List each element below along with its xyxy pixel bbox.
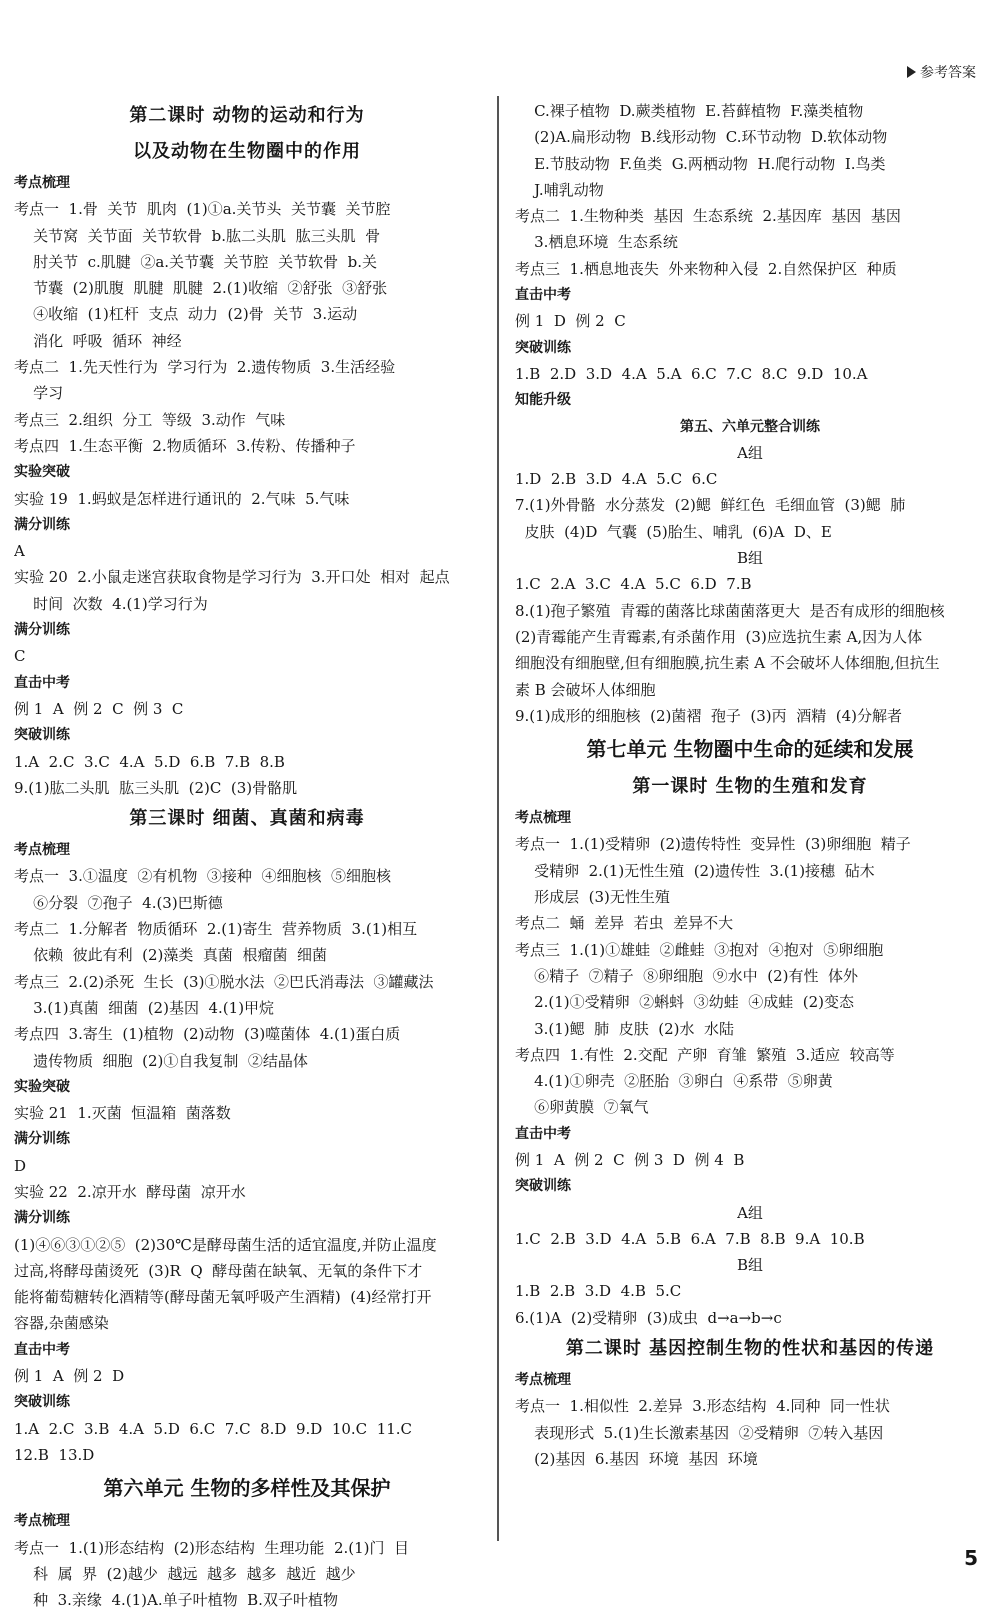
- group-label: A组: [737, 1203, 763, 1222]
- answer-line: 1.B 2.B 3.D 4.B 5.C: [515, 1282, 682, 1301]
- answer-line: 9.(1)肱二头肌 肱三头肌 (2)C (3)骨骼肌: [14, 778, 298, 797]
- lesson-title: 第一课时 生物的生殖和发育: [632, 776, 868, 798]
- answer-line: 形成层 (3)无性生殖: [515, 888, 670, 907]
- answer-line: (2)基因 6.基因 环境 基因 环境: [515, 1449, 758, 1468]
- lesson-title: 第二课时 基因控制生物的性状和基因的传递: [565, 1338, 935, 1360]
- answer-line: 节囊 (2)肌腹 肌腱 肌腱 2.(1)收缩 ②舒张 ③舒张: [14, 279, 388, 298]
- answer-line: 时间 次数 4.(1)学习行为: [14, 594, 208, 613]
- group-label: B组: [736, 1256, 764, 1275]
- answer-line: 1.C 2.B 3.D 4.A 5.B 6.A 7.B 8.B 9.A 10.B: [515, 1229, 865, 1248]
- answer-line: (1)④⑥③①②⑤ (2)30℃是酵母菌生活的适宜温度,并防止温度: [14, 1235, 437, 1254]
- answer-line: 6.(1)A (2)受精卵 (3)成虫 d→a→b→c: [515, 1308, 782, 1327]
- section-heading: 考点梳理: [515, 1372, 571, 1389]
- answer-line: 2.(1)①受精卵 ②蝌蚪 ③幼蛙 ④成蛙 (2)变态: [515, 993, 855, 1012]
- answer-line: 1.A 2.C 3.B 4.A 5.D 6.C 7.C 8.D 9.D 10.C 11.C: [14, 1419, 413, 1438]
- unit-title: 第七单元 生物圈中生命的延续和发展: [586, 737, 914, 762]
- group-label: A组: [737, 443, 763, 462]
- answer-line: J.哺乳动物: [515, 180, 604, 199]
- section-heading: 满分训练: [14, 1210, 70, 1227]
- section-heading: 考点梳理: [515, 810, 571, 827]
- answer-line: 考点一 3.①温度 ②有机物 ③接种 ④细胞核 ⑤细胞核: [14, 867, 391, 886]
- answer-line: 考点三 2.组织 分工 等级 3.动作 气味: [14, 410, 286, 429]
- answer-line: 考点二 蛹 差异 若虫 差异不大: [515, 914, 734, 933]
- answer-line: ⑥精子 ⑦精子 ⑧卵细胞 ⑨水中 (2)有性 体外: [515, 966, 859, 985]
- answer-line: A: [14, 542, 25, 561]
- answer-line: 学习: [14, 384, 64, 403]
- right-column: [515, 98, 985, 1472]
- answer-line: 3.(1)鳃 肺 皮肤 (2)水 水陆: [515, 1019, 735, 1038]
- answer-line: 1.D 2.B 3.D 4.A 5.C 6.C: [515, 470, 718, 489]
- section-heading: 实验突破: [14, 1078, 70, 1095]
- answer-line: 3.栖息环境 生态系统: [515, 233, 678, 252]
- page-number: 5: [964, 1546, 978, 1570]
- answer-line: 考点四 3.寄生 (1)植物 (2)动物 (3)噬菌体 4.(1)蛋白质: [14, 1025, 401, 1044]
- unit-title: 第六单元 生物的多样性及其保护: [103, 1476, 391, 1501]
- lesson-title: 以及动物在生物圈中的作用: [133, 141, 361, 162]
- section-heading: 突破训练: [14, 1394, 70, 1411]
- answer-line: 考点四 1.生态平衡 2.物质循环 3.传粉、传播种子: [14, 436, 356, 455]
- answer-line: 受精卵 2.(1)无性生殖 (2)遗传性 3.(1)接穗 砧木: [515, 861, 875, 880]
- answer-line: 8.(1)孢子繁殖 青霉的菌落比球菌菌落更大 是否有成形的细胞核: [515, 601, 945, 620]
- answer-line: 9.(1)成形的细胞核 (2)菌褶 孢子 (3)丙 酒精 (4)分解者: [515, 706, 902, 725]
- section-heading: 满分训练: [14, 1131, 70, 1148]
- section-heading: 突破训练: [14, 727, 70, 744]
- answer-line: 实验 21 1.灭菌 恒温箱 菌落数: [14, 1104, 231, 1123]
- answer-line: 考点三 2.(2)杀死 生长 (3)①脱水法 ②巴氏消毒法 ③罐藏法: [14, 972, 434, 991]
- answer-line: 肘关节 c.肌腱 ②a.关节囊 关节腔 关节软骨 b.关: [14, 252, 378, 271]
- section-heading: 考点梳理: [14, 175, 70, 191]
- answer-line: 实验 22 2.凉开水 酵母菌 凉开水: [14, 1182, 246, 1201]
- answer-line: 1.C 2.A 3.C 4.A 5.C 6.D 7.B: [515, 575, 752, 594]
- lesson-title: 第二课时 动物的运动和行为: [129, 105, 365, 126]
- answer-line: 3.(1)真菌 细菌 (2)基因 4.(1)甲烷: [14, 998, 275, 1017]
- answer-line: 种 3.亲缘 4.(1)A.单子叶植物 B.双子叶植物: [14, 1591, 338, 1610]
- answer-line: ④收缩 (1)杠杆 支点 动力 (2)骨 关节 3.运动: [14, 305, 358, 324]
- answer-line: 考点一 1.(1)受精卵 (2)遗传特性 变异性 (3)卵细胞 精子: [515, 835, 911, 854]
- answer-line: 皮肤 (4)D 气囊 (5)胎生、哺乳 (6)A D、E: [515, 522, 832, 541]
- lesson-title: 第三课时 细菌、真菌和病毒: [129, 808, 365, 830]
- section-heading: 直击中考: [14, 1341, 70, 1358]
- answer-line: 考点二 1.分解者 物质循环 2.(1)寄生 营养物质 3.(1)相互: [14, 920, 418, 939]
- answer-line: 例 1 A 例 2 C 例 3 D 例 4 B: [515, 1150, 745, 1169]
- answer-line: 考点二 1.先天性行为 学习行为 2.遗传物质 3.生活经验: [14, 358, 396, 377]
- answer-line: E.节肢动物 F.鱼类 G.两栖动物 H.爬行动物 I.鸟类: [515, 154, 886, 173]
- answer-line: 实验 20 2.小鼠走迷宫获取食物是学习行为 3.开口处 相对 起点: [14, 568, 450, 587]
- answer-line: ⑥卵黄膜 ⑦氧气: [515, 1098, 649, 1117]
- triangle-icon: [907, 66, 916, 78]
- answer-line: 能将葡萄糖转化酒精等(酵母菌无氧呼吸产生酒精) (4)经常打开: [14, 1288, 432, 1307]
- answer-line: 例 1 A 例 2 D: [14, 1367, 125, 1386]
- section-heading: 直击中考: [14, 674, 70, 691]
- answer-line: 考点三 1.(1)①雄蛙 ②雌蛙 ③抱对 ④抱对 ⑤卵细胞: [515, 940, 884, 959]
- answer-line: C.裸子植物 D.蕨类植物 E.苔藓植物 F.藻类植物: [515, 102, 864, 120]
- section-heading: 满分训练: [14, 622, 70, 639]
- answer-line: 考点一 1.相似性 2.差异 3.形态结构 4.同种 同一性状: [515, 1397, 890, 1416]
- answer-line: 依赖 彼此有利 (2)藻类 真菌 根瘤菌 细菌: [14, 946, 328, 965]
- section-heading: 考点梳理: [14, 842, 70, 859]
- answer-line: 素 B 会破坏人体细胞: [515, 680, 656, 699]
- answer-line: 例 1 D 例 2 C: [515, 312, 626, 331]
- left-column: [14, 98, 480, 1613]
- answer-line: 表现形式 5.(1)生长激素基因 ②受精卵 ⑦转入基因: [515, 1423, 884, 1442]
- page-header: [907, 62, 976, 82]
- answer-line: 12.B 13.D: [14, 1445, 95, 1464]
- answer-line: 科 属 界 (2)越少 越远 越多 越多 越近 越少: [14, 1564, 356, 1583]
- section-heading: 直击中考: [515, 1125, 571, 1142]
- section-heading: 知能升级: [515, 392, 571, 409]
- header-label: 参考答案: [920, 65, 976, 81]
- subsection-title: 第五、六单元整合训练: [680, 418, 820, 435]
- answer-line: 容器,杂菌感染: [14, 1314, 109, 1333]
- answer-line: 1.A 2.C 3.C 4.A 5.D 6.B 7.B 8.B: [14, 752, 285, 771]
- answer-line: 考点一 1.骨 关节 肌肉 (1)①a.关节头 关节囊 关节腔: [14, 200, 391, 219]
- answer-line: 细胞没有细胞壁,但有细胞膜,抗生素 A 不会破坏人体细胞,但抗生: [515, 654, 940, 673]
- answer-line: 4.(1)①卵壳 ②胚胎 ③卵白 ④系带 ⑤卵黄: [515, 1072, 833, 1091]
- answer-line: 7.(1)外骨骼 水分蒸发 (2)鳃 鲜红色 毛细血管 (3)鳃 肺: [515, 496, 906, 515]
- group-label: B组: [736, 549, 764, 568]
- section-heading: 实验突破: [14, 464, 70, 481]
- answer-line: 消化 呼吸 循环 神经: [14, 331, 182, 350]
- column-divider: [497, 96, 499, 1541]
- section-heading: 突破训练: [515, 1178, 571, 1195]
- section-heading: 突破训练: [515, 339, 571, 356]
- answer-line: 关节窝 关节面 关节软骨 b.肱二头肌 肱三头肌 骨: [14, 226, 381, 245]
- answer-line: 考点四 1.有性 2.交配 产卵 育雏 繁殖 3.适应 较高等: [515, 1045, 895, 1064]
- answer-line: D: [14, 1156, 27, 1175]
- answer-line: 实验 19 1.蚂蚁是怎样进行通讯的 2.气味 5.气味: [14, 489, 350, 508]
- answer-line: C: [14, 647, 26, 666]
- answer-line: 考点三 1.栖息地丧失 外来物种入侵 2.自然保护区 种质: [515, 259, 897, 278]
- section-heading: 考点梳理: [14, 1513, 70, 1530]
- answer-line: ⑥分裂 ⑦孢子 4.(3)巴斯德: [14, 893, 223, 912]
- answer-line: 考点一 1.(1)形态结构 (2)形态结构 生理功能 2.(1)门 目: [14, 1538, 410, 1557]
- answer-line: 1.B 2.D 3.D 4.A 5.A 6.C 7.C 8.C 9.D 10.A: [515, 364, 868, 383]
- section-heading: 满分训练: [14, 516, 70, 533]
- answer-line: 例 1 A 例 2 C 例 3 C: [14, 699, 184, 718]
- section-heading: 直击中考: [515, 287, 571, 304]
- answer-line: (2)青霉能产生青霉素,有杀菌作用 (3)应选抗生素 A,因为人体: [515, 627, 923, 646]
- answer-line: 过高,将酵母菌烫死 (3)R Q 酵母菌在缺氧、无氧的条件下才: [14, 1261, 423, 1280]
- answer-line: 考点二 1.生物种类 基因 生态系统 2.基因库 基因 基因: [515, 207, 901, 226]
- answer-line: 遗传物质 细胞 (2)①自我复制 ②结晶体: [14, 1051, 308, 1070]
- answer-line: (2)A.扁形动物 B.线形动物 C.环节动物 D.软体动物: [515, 128, 888, 147]
